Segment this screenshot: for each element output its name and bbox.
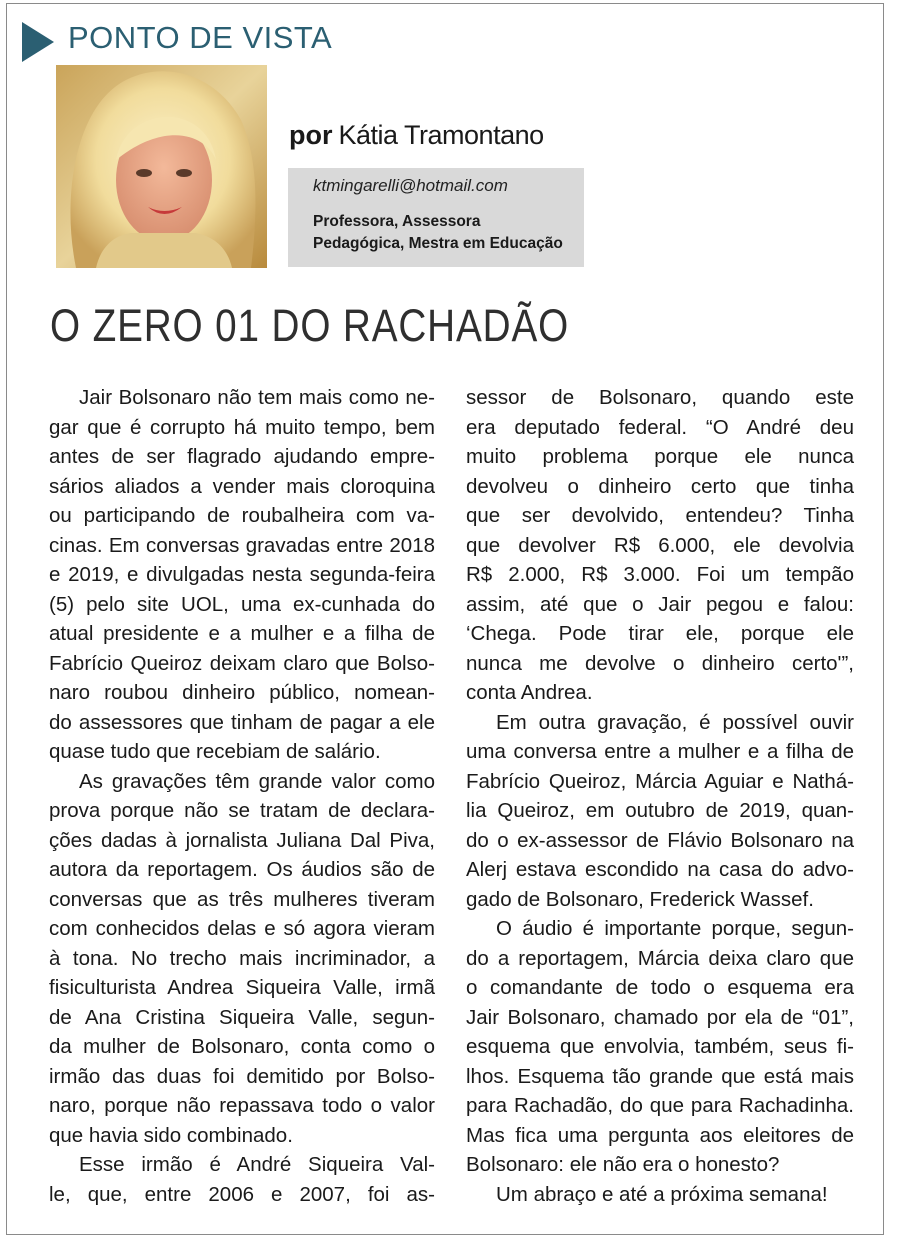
article-text-line: da mulher de Bolsonaro, conta como o bbox=[49, 1035, 435, 1058]
article-text-line: do a reportagem, Márcia deixa claro que bbox=[466, 946, 854, 970]
article-text-line: que devolver R$ 6.000, ele devolvia bbox=[466, 533, 854, 557]
author-portrait-image bbox=[56, 65, 267, 268]
section-title: PONTO DE VISTA bbox=[68, 20, 333, 55]
article-text-line: Esse irmão é André Siqueira Val- bbox=[79, 1153, 435, 1176]
article-text-line: autora da reportagem. Os áudios são de bbox=[49, 858, 435, 881]
article-text-line: do o ex-assessor de Flávio Bolsonaro na bbox=[466, 828, 854, 852]
article-text-line: gado de Bolsonaro, Frederick Wassef. bbox=[466, 887, 814, 911]
article-text-line: Jair Bolsonaro, chamado por ela de “01”, bbox=[466, 1005, 854, 1029]
article-text-line: lia Queiroz, em outubro de 2019, quan- bbox=[466, 799, 854, 822]
article-text-line: de Ana Cristina Siqueira Valle, segun- bbox=[49, 1005, 435, 1029]
article-text-line: que havia sido combinado. bbox=[49, 1123, 293, 1147]
article-text-line: conta Andrea. bbox=[466, 681, 593, 704]
article-text-line: sários aliados a vender mais cloroquina bbox=[49, 474, 435, 498]
article-text-line: à tona. No trecho mais incriminador, a bbox=[49, 946, 435, 970]
article-text-line: quase tudo que recebiam de salário. bbox=[49, 740, 381, 763]
article-text-line: ‘Chega. Pode tirar ele, porque ele bbox=[466, 622, 854, 645]
article-text-line: prova porque não se tratam de declara- bbox=[49, 799, 435, 822]
article-text-line: lhos. Esquema tão grande que está mais bbox=[466, 1064, 854, 1088]
article-text-line: As gravações têm grande valor como bbox=[79, 769, 435, 793]
article-text-line: assim, até que o Jair pegou e falou: bbox=[466, 592, 854, 616]
article-text-line: que ser devolvido, entendeu? Tinha bbox=[466, 504, 854, 527]
article-text-line: R$ 2.000, R$ 3.000. Foi um tempão bbox=[466, 563, 854, 586]
article-column-2 bbox=[466, 383, 854, 1209]
article-text-line: e 2019, e divulgadas nesta segunda-feira bbox=[49, 563, 435, 586]
article-text-line: devolveu o dinheiro certo que tinha bbox=[466, 474, 854, 498]
article-text-line: sessor de Bolsonaro, quando este bbox=[466, 386, 854, 409]
article-text-line: Jair Bolsonaro não tem mais como ne- bbox=[79, 386, 435, 409]
article-text-line: Bolsonaro: ele não era o honesto? bbox=[466, 1153, 780, 1176]
author-email: ktmingarelli@hotmail.com bbox=[313, 176, 508, 195]
article-headline: O ZERO 01 DO RACHADÃO bbox=[50, 300, 570, 351]
article-text-line: Alerj estava escondido na casa do advo- bbox=[466, 858, 854, 881]
author-bio-line: Professora, Assessora bbox=[313, 213, 481, 230]
article-text-line: conversas que as três mulheres tiveram bbox=[49, 887, 435, 911]
author-byline bbox=[289, 120, 544, 151]
article-text-line: naro, porque não repassava todo o valor bbox=[49, 1094, 435, 1117]
article-column-1 bbox=[49, 383, 435, 1209]
article-text-line: naro roubou dinheiro público, nomean- bbox=[49, 681, 435, 704]
article-text-line: muito problema porque ele nunca bbox=[466, 445, 854, 468]
article-text-line: le, que, entre 2006 e 2007, foi as- bbox=[49, 1182, 435, 1206]
article-text-line: para Rachadão, do que para Rachadinha. bbox=[466, 1094, 854, 1117]
article-text-line: Fabrício Queiroz, Márcia Aguiar e Nathá- bbox=[466, 769, 854, 793]
article-text-line: gar que é corrupto há muito tempo, bem bbox=[49, 415, 435, 439]
article-text-line: Em outra gravação, é possível ouvir bbox=[496, 710, 854, 734]
article-text-line: Fabrício Queiroz deixam claro que Bolso- bbox=[49, 651, 435, 675]
article-text-line: Mas fica uma pergunta aos eleitores de bbox=[466, 1123, 854, 1147]
author-photo bbox=[56, 65, 267, 268]
article-text-line: ções dadas à jornalista Juliana Dal Piva, bbox=[49, 828, 435, 852]
article-text-line: fisiculturista Andrea Siqueira Valle, irmã bbox=[49, 976, 435, 999]
article-text-line: ou participando de roubalheira com va- bbox=[49, 504, 435, 527]
article-text-line: atual presidente e a mulher e a filha de bbox=[49, 622, 435, 645]
author-bio bbox=[313, 211, 578, 255]
section-arrow-icon bbox=[22, 22, 54, 62]
article-text-line: (5) pelo site UOL, uma ex-cunhada do bbox=[49, 592, 435, 616]
article-text-line: O áudio é importante porque, segun- bbox=[496, 917, 854, 940]
article-text-line: era deputado federal. “O André deu bbox=[466, 415, 854, 439]
article-text-line: uma conversa entre a mulher e a filha de bbox=[466, 740, 854, 763]
article-text-line: irmão das duas foi demitido por Bolso- bbox=[49, 1064, 435, 1088]
article-text-line: esquema que envolvia, também, seus fi- bbox=[466, 1035, 854, 1058]
article-text-line: Um abraço e até a próxima semana! bbox=[496, 1182, 828, 1206]
article-text-line: com conhecidos delas e só agora vieram bbox=[49, 917, 435, 940]
article-text-line: do assessores que tinham de pagar a ele bbox=[49, 710, 435, 734]
article-text-line: nunca me devolve o dinheiro certo'”, bbox=[466, 651, 854, 675]
author-bio-line: Pedagógica, Mestra em Educação bbox=[313, 235, 563, 252]
article-text-line: cinas. Em conversas gravadas entre 2018 bbox=[49, 533, 435, 557]
byline-prefix: por bbox=[289, 120, 333, 150]
article-text-line: antes de ser flagrado ajudando empre- bbox=[49, 445, 435, 468]
author-name: Kátia Tramontano bbox=[338, 120, 544, 150]
article-text-line: o comandante de todo o esquema era bbox=[466, 976, 854, 999]
